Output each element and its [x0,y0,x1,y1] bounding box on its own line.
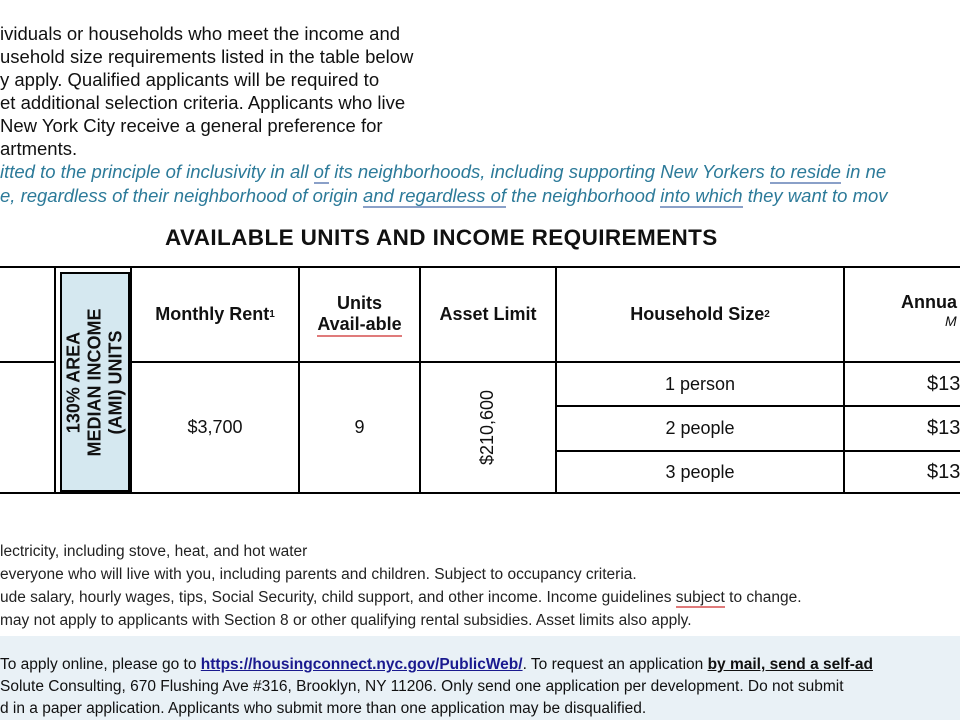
household-size-row-3 [555,450,845,494]
household-size-row-2 [555,405,845,452]
cell-value: 1 person [664,373,736,394]
footnote-line: may not apply to applicants with Section 8 or other qualifying rental subsidies. Asset limits also apply. [0,612,692,629]
header-label: Units [337,292,382,313]
text-segment: its neighborhoods, including supporting New Yorkers [329,161,770,182]
text-segment: e, regardless of their neighborhood of origin [0,185,364,206]
cell-value: $13 [927,372,960,395]
header-label: Household Size [630,304,765,324]
footnote-line: everyone who will live with you, including parents and children. Subject to occupancy criteria. [0,566,637,583]
inclusivity-statement [0,160,888,208]
cell-value: 9 [354,417,365,437]
footnote-marker: 1 [269,309,275,320]
text-segment: in ne [840,161,887,182]
table-stub-cell [0,361,56,494]
cell-value: $13 [927,460,960,483]
text-segment: the neighborhood [506,185,661,206]
header-label: Monthly Rent [155,304,270,324]
intro-line: New York City receive a general preference for [0,115,383,136]
annual-income-row-3 [843,450,960,494]
cell-value: 3 people [665,461,735,482]
intro-line: et additional selection criteria. Applicants who live [0,92,406,113]
cell-value: $13 [927,417,960,439]
ami-label-line: (AMI) UNITS [105,330,126,434]
ami-label-cell [54,266,132,494]
apply-line-3: d in a paper application. Applicants who submit more than one application may be disqualified. [0,700,647,717]
annual-income-row-2 [843,405,960,452]
header-label: Avail-able [317,314,401,337]
footnote-marker: 2 [764,309,770,320]
intro-paragraph [0,22,470,160]
text-segment: by mail, send a self-ad [707,656,873,673]
footnotes [0,540,802,632]
text-segment: they want to mov [742,185,888,206]
text-segment: . To request an application [522,656,708,673]
ami-label-line: MEDIAN INCOME [84,308,105,456]
text-segment: to change. [724,589,802,606]
text-segment: into which [660,185,743,206]
cell-value: 2 people [665,418,735,438]
text-segment: itted to the principle of inclusivity in all [0,161,314,182]
cell-monthly-rent [130,361,300,494]
cell-asset-limit [419,361,557,494]
text-segment: ude salary, hourly wages, tips, Social Security, child support, and other income. Income guidelines [0,589,676,606]
header-monthly-rent [130,266,300,363]
household-size-row-1 [555,361,845,407]
cell-value: $3,700 [187,417,243,437]
header-sublabel: M [945,313,957,329]
header-label: Annua [901,292,957,312]
ami-label-text [64,308,127,456]
ami-label-box [60,272,130,492]
apply-line-2: Solute Consulting, 670 Flushing Ave #316, Brooklyn, NY 11206. Only send one application per development. Do not submit [0,678,844,695]
text-segment: to reside [769,161,841,182]
header-household-size [555,266,845,363]
housing-connect-link[interactable]: https://housingconnect.nyc.gov/PublicWeb/ [200,656,523,673]
intro-line: y apply. Qualified applicants will be required to [0,69,380,90]
intro-line: ividuals or households who meet the income and [0,23,401,44]
table-stub-header [0,266,56,363]
apply-line-1 [0,654,873,676]
intro-line: artments. [0,138,78,159]
header-label: Asset Limit [439,304,537,324]
inclusivity-line-1 [0,160,888,184]
cell-value: $210,600 [477,389,498,466]
inclusivity-line-2 [0,184,888,208]
ami-label-line: 130% AREA [63,331,84,433]
annual-income-row-1 [843,361,960,407]
header-annual-income [843,266,960,363]
text-segment: To apply online, please go to [0,656,201,673]
apply-instructions [0,654,873,720]
table-title: AVAILABLE UNITS AND INCOME REQUIREMENTS [165,225,718,250]
header-units-available [298,266,421,363]
footnote-line [0,586,802,609]
text-segment: subject [675,589,725,606]
footnote-line: lectricity, including stove, heat, and hot water [0,543,308,560]
text-segment: and regardless of [363,185,506,206]
header-asset-limit [419,266,557,363]
text-segment: of [313,161,330,182]
intro-line: usehold size requirements listed in the table below [0,46,414,67]
cell-units [298,361,421,494]
